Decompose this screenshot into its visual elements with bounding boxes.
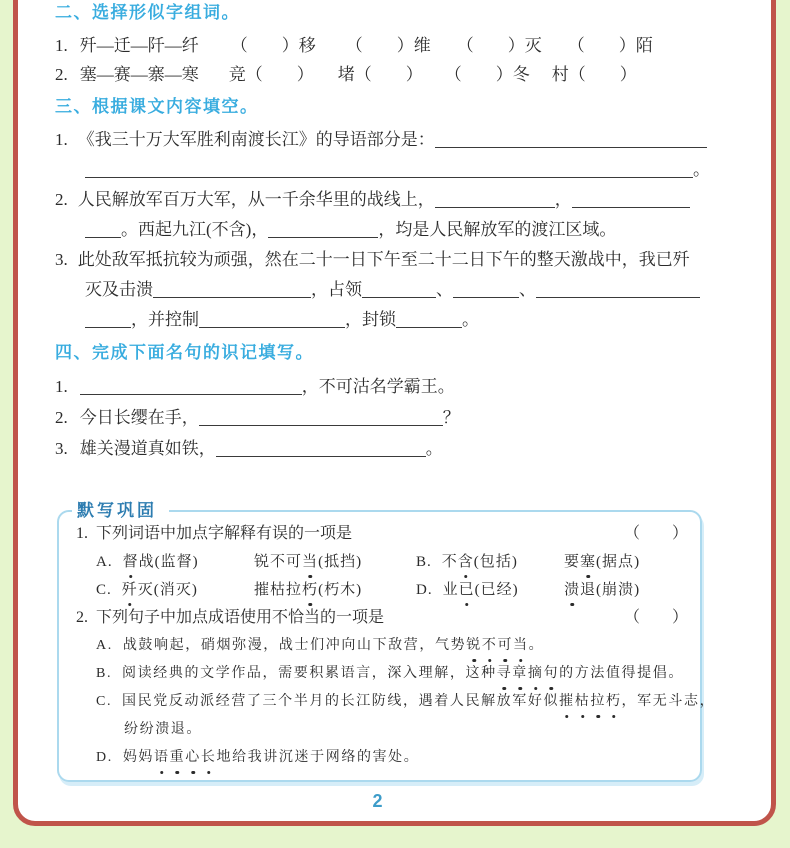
spacer xyxy=(113,648,123,649)
spacer xyxy=(68,453,80,454)
option-cell: 锐不可当(抵挡) xyxy=(254,548,416,576)
spacer xyxy=(88,537,96,538)
spacer xyxy=(542,50,568,51)
spacer xyxy=(68,391,80,392)
option-cell: A. 督战(监督) xyxy=(96,548,254,576)
spacer xyxy=(431,50,457,51)
question-2-answer-slot: （ ） xyxy=(623,609,688,626)
blank-underline xyxy=(85,221,121,238)
blank-underline xyxy=(80,378,302,395)
blank-underline xyxy=(85,161,693,178)
fill-blank-line: ，并控制 ，封锁 。 xyxy=(55,305,725,335)
spacer xyxy=(68,50,80,51)
page-number: 2 xyxy=(372,791,383,811)
fill-blank-line: 。 xyxy=(55,155,725,185)
spacer xyxy=(68,79,80,80)
blank-underline xyxy=(362,281,436,298)
question-2-row xyxy=(76,604,688,632)
spacer xyxy=(112,676,122,677)
fill-blank-line: 2. 人民解放军百万大军，从一千余华里的战线上， ， xyxy=(55,185,725,215)
page-content xyxy=(18,0,771,812)
section-famous-quotes xyxy=(55,343,725,464)
spacer xyxy=(316,50,346,51)
spacer xyxy=(423,79,445,80)
worksheet-page xyxy=(13,0,776,826)
spacer xyxy=(96,732,124,733)
fill-blank-line: 1. 《我三十万大军胜利南渡长江》的导语部分是： xyxy=(55,125,725,155)
spacer xyxy=(530,79,552,80)
spacer xyxy=(68,144,78,145)
section-fill-blanks xyxy=(55,97,725,335)
fill-blank-line: 3. 此处敌军抵抗较为顽强，然在二十一日下午至二十二日下午的整天激战中，我已歼 xyxy=(55,250,690,269)
spacer xyxy=(112,593,122,594)
blank-underline xyxy=(199,409,443,426)
spacer xyxy=(68,264,78,265)
section-three-header: 三、根据课文内容填空。 xyxy=(55,97,259,116)
blank-underline xyxy=(453,281,519,298)
question-1-answer-slot: （ ） xyxy=(623,525,688,542)
option-line: D. 妈妈语重心长地给我讲沉迷于网络的害处。 xyxy=(76,744,688,772)
question-1-text: 1. 下列词语中加点字解释有误的一项是 xyxy=(76,525,353,542)
spacer xyxy=(55,294,85,295)
option-cell: D. 业已(已经) xyxy=(416,576,564,604)
spacer xyxy=(88,621,96,622)
blank-underline xyxy=(572,191,690,208)
option-cell: 摧枯拉朽(朽木) xyxy=(254,576,416,604)
spacer xyxy=(433,593,443,594)
quote-line: 2. 今日长缨在手， ？ xyxy=(55,408,460,427)
section-two-header: 二、选择形似字组词。 xyxy=(55,3,240,22)
spacer xyxy=(432,565,442,566)
spacer xyxy=(199,79,229,80)
fill-blank-line: 。西起九江(不含)， ，均是人民解放军的渡江区域。 xyxy=(55,215,725,245)
option-cell: 溃退(崩溃) xyxy=(564,576,688,604)
option-cell: 要塞(据点) xyxy=(564,548,688,576)
option-line: C. 国民党反动派经营了三个半月的长江防线，遇着人民解放军好似摧枯拉朽，军无斗志， xyxy=(76,688,688,716)
blank-underline xyxy=(85,311,131,328)
section-four-header: 四、完成下面名句的识记填写。 xyxy=(55,343,314,362)
blank-underline xyxy=(268,221,378,238)
fill-blank-line: 灭及击溃 ，占领 、 、 xyxy=(55,275,725,305)
spacer xyxy=(68,204,78,205)
spacer xyxy=(199,50,231,51)
exercise-line: 2. 塞—赛—寨—寒 竞（ ） 堵（ ） （ ）冬 村（ ） xyxy=(55,65,637,84)
blank-underline xyxy=(536,281,700,298)
question-1-options-row-1 xyxy=(76,548,688,576)
practice-box-title: 默写巩固 xyxy=(72,499,169,523)
practice-box xyxy=(57,501,716,782)
question-2-text: 2. 下列句子中加点成语使用不恰当的一项是 xyxy=(76,609,385,626)
option-line: 纷纷溃退。 xyxy=(76,716,688,744)
quote-line: 3. 雄关漫道真如铁， 。 xyxy=(55,439,443,458)
spacer xyxy=(314,79,338,80)
quote-line: 1. ，不可沽名学霸王。 xyxy=(55,377,455,396)
blank-underline xyxy=(153,281,311,298)
spacer xyxy=(113,565,123,566)
spacer xyxy=(68,422,80,423)
blank-underline xyxy=(435,131,707,148)
spacer xyxy=(55,174,85,175)
question-1-options-row-2 xyxy=(76,576,688,604)
question-1-row xyxy=(76,520,688,548)
option-cell: B. 不含(包括) xyxy=(416,548,564,576)
option-line: B. 阅读经典的文学作品，需要积累语言，深入理解，这种寻章摘句的方法值得提倡。 xyxy=(76,660,688,688)
spacer xyxy=(113,760,123,761)
spacer xyxy=(55,234,85,235)
blank-underline xyxy=(216,440,426,457)
spacer xyxy=(55,324,85,325)
option-cell: C. 歼灭(消灭) xyxy=(96,576,254,604)
option-line: A. 战鼓响起，硝烟弥漫，战士们冲向山下敌营，气势锐不可当。 xyxy=(76,632,688,660)
blank-underline xyxy=(435,191,555,208)
blank-underline xyxy=(199,311,345,328)
spacer xyxy=(112,704,122,705)
blank-underline xyxy=(396,311,462,328)
section-similar-characters xyxy=(55,3,725,89)
exercise-line: 1. 歼—迁—阡—纤 （ ）移 （ ）维 （ ）灭 （ ）陌 xyxy=(55,36,653,55)
